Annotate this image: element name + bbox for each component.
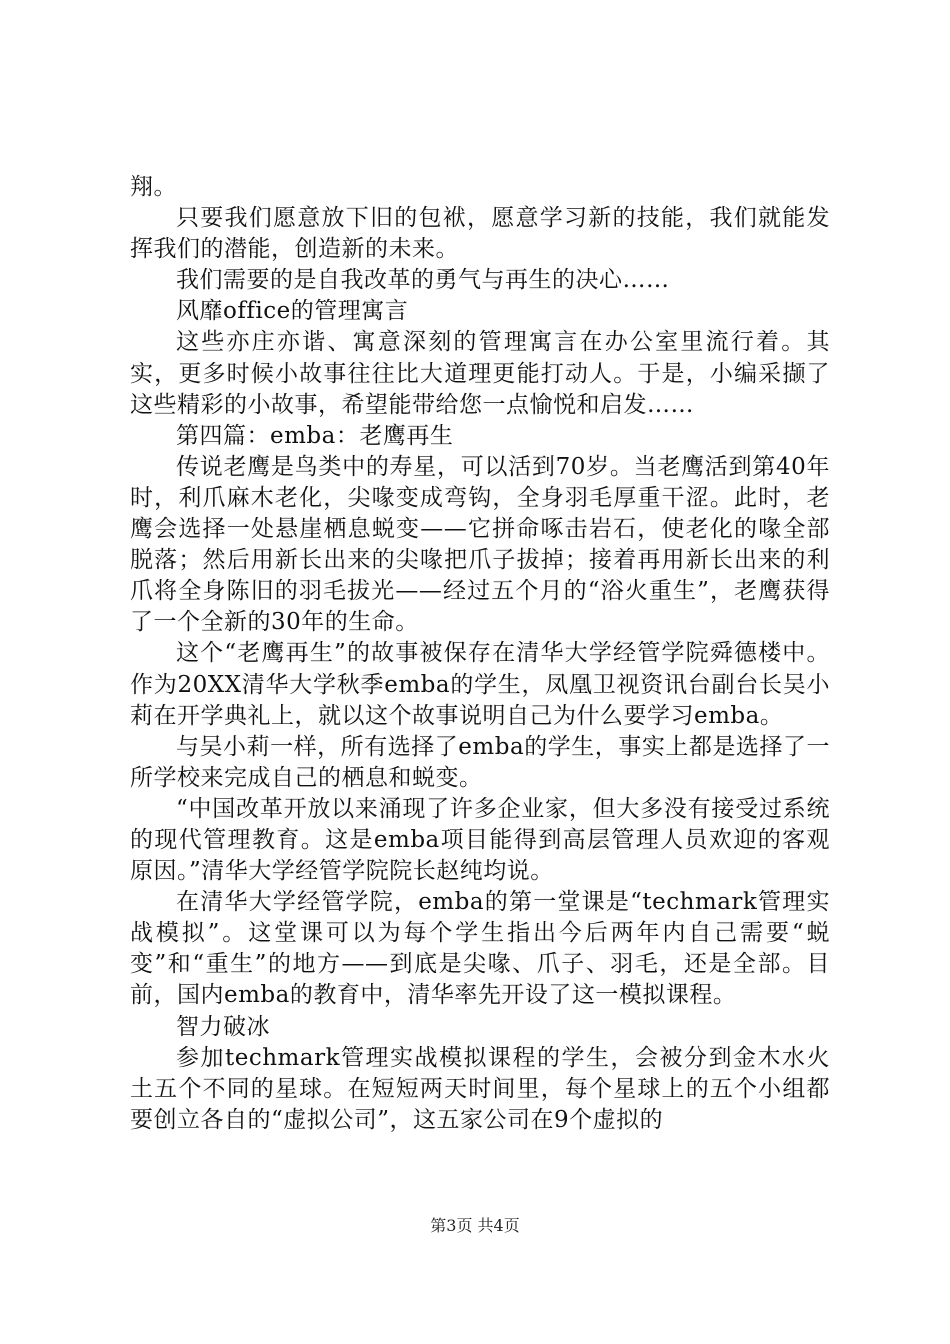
section-heading-icebreak: 智力破冰 xyxy=(176,1013,270,1040)
page-number-label: 第3页 共4页 xyxy=(430,1216,520,1235)
paragraph-8: 这个“老鹰再生”的故事被保存在清华大学经管学院舜德楼中。作为20XX清华大学秋季emba的学生，凤凰卫视资讯台副台长吴小莉在开学典礼上，就以这个故事说明自己为什么要学习emba。 xyxy=(130,640,830,729)
paragraph-11: 在清华大学经管学院，emba的第一堂课是“techmark管理实战模拟”。这堂课可以为每个学生指出今后两年内自己需要“蜕变”和“重生”的地方——到底是尖喙、爪子、羽毛，还是全部。目前，国内emba的教育中，清华率先开设了这一模拟课程。 xyxy=(130,889,830,1009)
paragraph-5: 这些亦庄亦谐、寓意深刻的管理寓言在办公室里流行着。其实，更多时候小故事往往比大道理更能打动人。于是，小编采撷了这些精彩的小故事，希望能带给您一点愉悦和启发…… xyxy=(130,329,830,418)
paragraph-3: 我们需要的是自我改革的勇气与再生的决心…… xyxy=(176,267,670,294)
document-body xyxy=(130,172,830,1136)
section-heading-chapter-4: 第四篇：emba：老鹰再生 xyxy=(176,422,454,449)
paragraph-10: “中国改革开放以来涌现了许多企业家，但大多没有接受过系统的现代管理教育。这是emba项目能得到高层管理人员欢迎的客观原因。”清华大学经管学院院长赵纯均说。 xyxy=(130,795,830,885)
paragraph-9: 与吴小莉一样，所有选择了emba的学生，事实上都是选择了一所学校来完成自己的栖息和蜕变。 xyxy=(130,733,830,791)
section-heading-office: 风靡office的管理寓言 xyxy=(176,298,409,325)
paragraph-1: 翔。 xyxy=(130,174,177,200)
paragraph-13: 参加techmark管理实战模拟课程的学生，会被分到金木水火土五个不同的星球。在短短两天时间里，每个星球上的五个小组都要创立各自的“虚拟公司”，这五家公司在9个虚拟的 xyxy=(130,1044,830,1133)
paragraph-7: 传说老鹰是鸟类中的寿星，可以活到70岁。当老鹰活到第40年时，利爪麻木老化，尖喙变成弯钩，全身羽毛厚重干涩。此时，老鹰会选择一处悬崖栖息蜕变——它拼命啄击岩石，使老化的喙全部脱落；然后用新长出来的尖喙把爪子拔掉；接着再用新长出来的利爪将全身陈旧的羽毛拔光——经过五个月的“浴火重生”，老鹰获得了一个全新的30年的生命。 xyxy=(130,453,830,636)
page-footer xyxy=(0,1216,950,1236)
paragraph-2: 只要我们愿意放下旧的包袱，愿意学习新的技能，我们就能发挥我们的潜能，创造新的未来。 xyxy=(130,205,830,263)
